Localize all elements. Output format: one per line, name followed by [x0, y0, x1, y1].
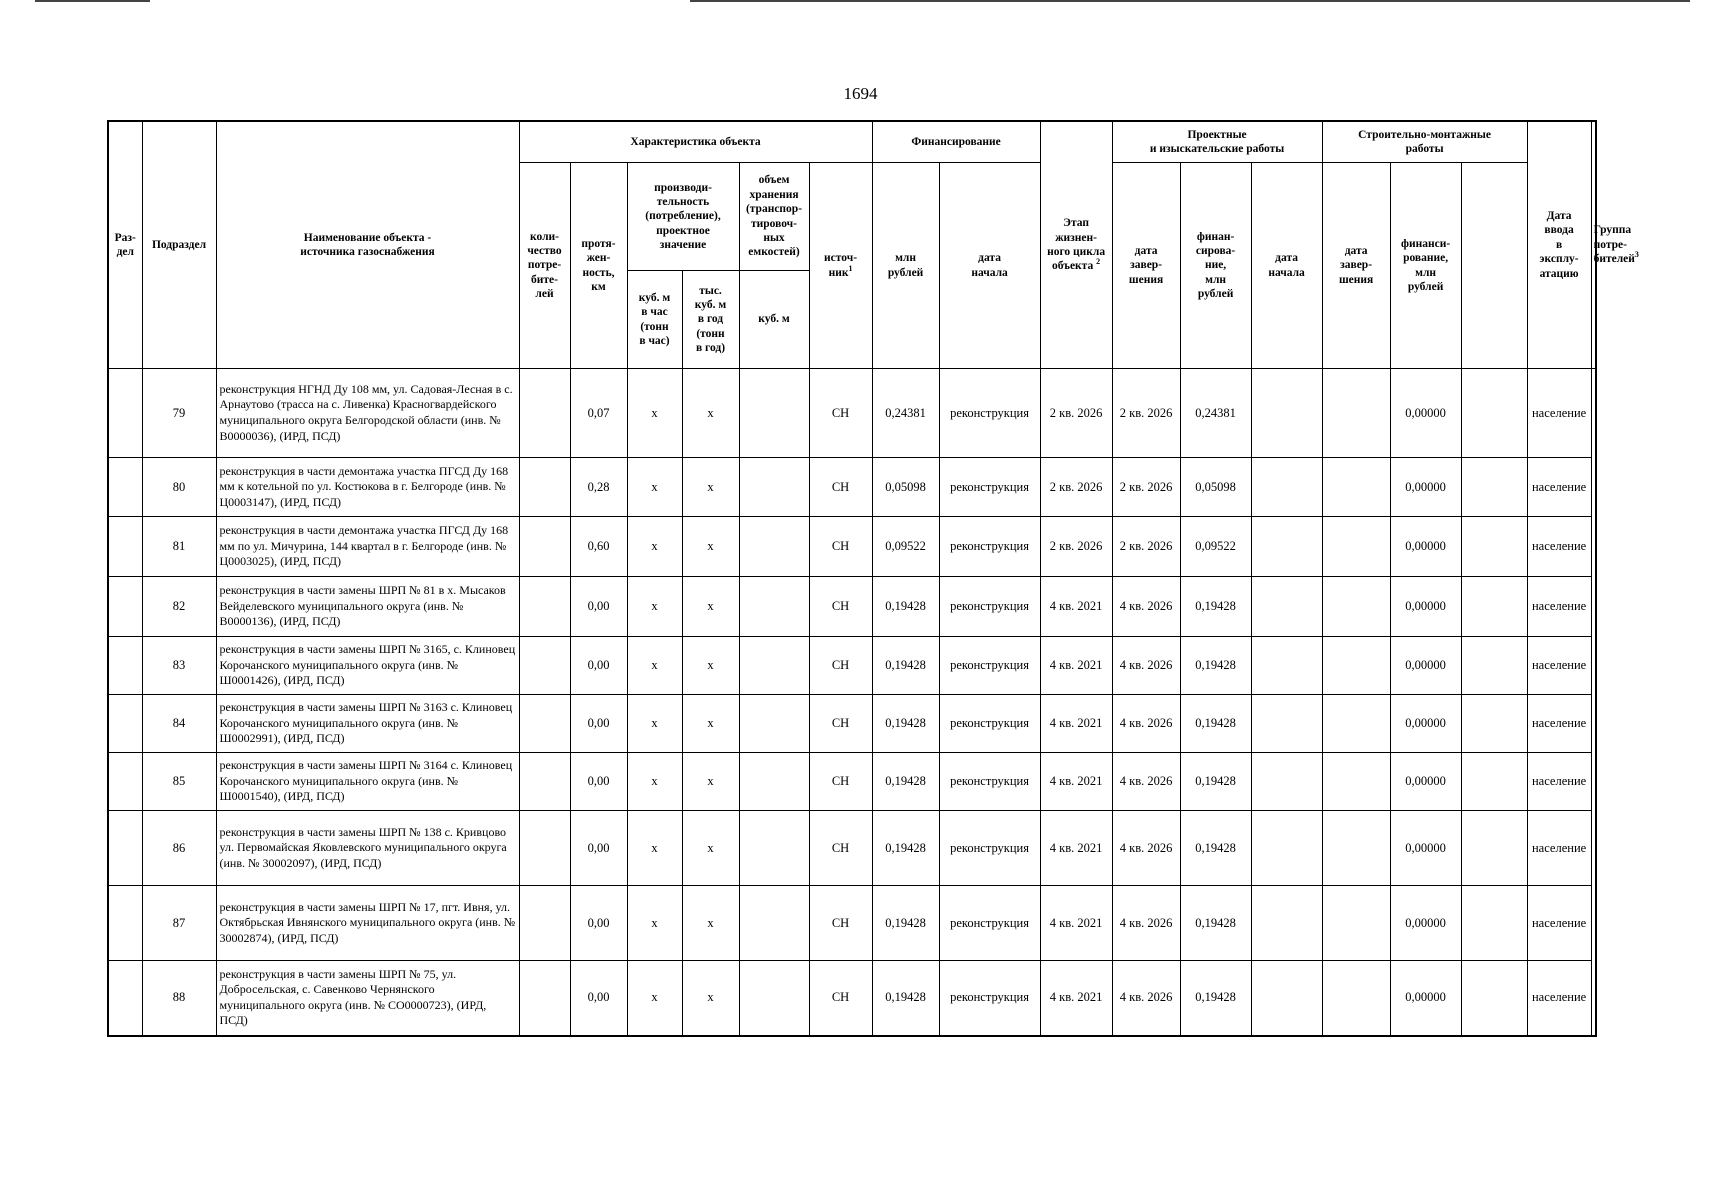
header-mln-rub: млн рублей [872, 163, 939, 369]
cell-consumer-group: население [1527, 517, 1591, 577]
cell-commissioning-date [1461, 753, 1527, 811]
cell-consumers-count [519, 886, 570, 961]
scan-edge-line-right [690, 0, 1690, 2]
cell-razdel [108, 695, 142, 753]
cell-source: СН [809, 369, 872, 458]
cell-consumer-group: население [1527, 577, 1591, 637]
scan-edge-line-left [35, 0, 150, 2]
cell-podrazdel: 85 [142, 753, 216, 811]
cell-construction-end [1322, 577, 1390, 637]
cell-podrazdel: 86 [142, 811, 216, 886]
header-consumer-group [1591, 121, 1639, 369]
cell-source: СН [809, 695, 872, 753]
cell-consumer-group: население [1527, 369, 1591, 458]
cell-construction-start [1251, 517, 1322, 577]
cell-life-stage: реконструкция [939, 695, 1040, 753]
table-header [108, 121, 1639, 369]
cell-per-year: х [682, 369, 739, 458]
cell-per-year: х [682, 695, 739, 753]
cell-per-hour: х [627, 517, 682, 577]
cell-razdel [108, 458, 142, 517]
cell-life-stage: реконструкция [939, 753, 1040, 811]
cell-per-hour: х [627, 753, 682, 811]
cell-construction-financing: 0,00000 [1390, 637, 1461, 695]
cell-storage [739, 517, 809, 577]
cell-razdel [108, 369, 142, 458]
header-financing: Финансирование [872, 121, 1040, 163]
header-life-stage-sup: 2 [1096, 257, 1101, 267]
cell-object-name: реконструкция в части замены ШРП № 3165, с. Клиновец Корочанского муниципального округа (инв. № Ш0001426), (ИРД, ПСД) [216, 637, 519, 695]
cell-design-start: 2 кв. 2026 [1040, 369, 1112, 458]
cell-source: СН [809, 637, 872, 695]
cell-mln-rub: 0,19428 [872, 753, 939, 811]
cell-design-end: 4 кв. 2026 [1112, 886, 1180, 961]
cell-mln-rub: 0,19428 [872, 811, 939, 886]
cell-mln-rub: 0,19428 [872, 577, 939, 637]
cell-length: 0,28 [570, 458, 627, 517]
cell-construction-start [1251, 811, 1322, 886]
header-construction-financing: финанси- рование, млн рублей [1390, 163, 1461, 369]
cell-consumer-group: население [1527, 458, 1591, 517]
cell-podrazdel: 79 [142, 369, 216, 458]
cell-construction-end [1322, 458, 1390, 517]
cell-design-end: 4 кв. 2026 [1112, 811, 1180, 886]
cell-design-start: 4 кв. 2021 [1040, 577, 1112, 637]
cell-design-start: 4 кв. 2021 [1040, 637, 1112, 695]
cell-life-stage: реконструкция [939, 961, 1040, 1036]
cell-commissioning-date [1461, 811, 1527, 886]
cell-commissioning-date [1461, 577, 1527, 637]
cell-construction-end [1322, 753, 1390, 811]
cell-consumer-group: население [1527, 637, 1591, 695]
cell-object-name: реконструкция в части демонтажа участка ПГСД Ду 168 мм по ул. Мичурина, 144 квартал в г. Белгороде (инв. № Ц0003025), (ИРД, ПСД) [216, 517, 519, 577]
cell-design-start: 4 кв. 2021 [1040, 753, 1112, 811]
cell-construction-end [1322, 637, 1390, 695]
cell-per-hour: х [627, 695, 682, 753]
cell-design-end: 2 кв. 2026 [1112, 369, 1180, 458]
cell-storage [739, 458, 809, 517]
cell-design-financing: 0,19428 [1180, 637, 1251, 695]
cell-per-year: х [682, 886, 739, 961]
cell-commissioning-date [1461, 637, 1527, 695]
cell-storage [739, 695, 809, 753]
cell-construction-end [1322, 961, 1390, 1036]
header-consumer-group-text: Группа потре- бителей [1593, 224, 1635, 266]
cell-podrazdel: 80 [142, 458, 216, 517]
cell-commissioning-date [1461, 961, 1527, 1036]
cell-commissioning-date [1461, 369, 1527, 458]
cell-consumers-count [519, 811, 570, 886]
cell-object-name: реконструкция НГНД Ду 108 мм, ул. Садовая-Лесная в с. Арнаутово (трасса на с. Ливенка) Красногвардейского муниципального округа Белгородской области (инв. № В0000036), (ИРД, ПСД) [216, 369, 519, 458]
cell-object-name: реконструкция в части замены ШРП № 75, ул. Добросельская, с. Савенково Чернянского муниципального округа (инв. № СО0000723), (ИРД, ПСД) [216, 961, 519, 1036]
table-row [108, 811, 1596, 886]
cell-source: СН [809, 577, 872, 637]
cell-construction-start [1251, 369, 1322, 458]
table-row [108, 577, 1596, 637]
cell-mln-rub: 0,09522 [872, 517, 939, 577]
header-storage: объем хранения (транспор- тировоч- ных емкостей) [739, 163, 809, 271]
cell-commissioning-date [1461, 458, 1527, 517]
cell-source: СН [809, 886, 872, 961]
header-consumers-count: коли- чество потре- бите- лей [519, 163, 570, 369]
cell-construction-financing: 0,00000 [1390, 577, 1461, 637]
cell-life-stage: реконструкция [939, 517, 1040, 577]
cell-per-year: х [682, 811, 739, 886]
cell-construction-start [1251, 886, 1322, 961]
cell-per-hour: х [627, 577, 682, 637]
cell-design-end: 4 кв. 2026 [1112, 961, 1180, 1036]
cell-length: 0,00 [570, 695, 627, 753]
page-number: 1694 [843, 84, 878, 103]
header-life-stage [1040, 121, 1112, 369]
cell-construction-financing: 0,00000 [1390, 811, 1461, 886]
cell-design-financing: 0,24381 [1180, 369, 1251, 458]
cell-consumers-count [519, 637, 570, 695]
cell-storage [739, 886, 809, 961]
cell-podrazdel: 88 [142, 961, 216, 1036]
cell-per-hour: х [627, 811, 682, 886]
cell-length: 0,00 [570, 811, 627, 886]
cell-consumers-count [519, 753, 570, 811]
cell-consumers-count [519, 961, 570, 1036]
cell-consumer-group: население [1527, 961, 1591, 1036]
cell-consumer-group: население [1527, 753, 1591, 811]
cell-mln-rub: 0,19428 [872, 695, 939, 753]
cell-per-year: х [682, 961, 739, 1036]
cell-razdel [108, 811, 142, 886]
cell-storage [739, 577, 809, 637]
cell-mln-rub: 0,05098 [872, 458, 939, 517]
cell-life-stage: реконструкция [939, 369, 1040, 458]
table-body [108, 369, 1596, 1036]
header-capacity: производи- тельность (потребление), проектное значение [627, 163, 739, 271]
gas-objects-table [107, 120, 1639, 1037]
cell-length: 0,00 [570, 886, 627, 961]
cell-consumers-count [519, 517, 570, 577]
table-row [108, 886, 1596, 961]
cell-per-year: х [682, 458, 739, 517]
header-per-hour: куб. м в час (тонн в час) [627, 271, 682, 369]
cell-construction-start [1251, 637, 1322, 695]
cell-mln-rub: 0,19428 [872, 886, 939, 961]
cell-storage [739, 637, 809, 695]
table-row [108, 695, 1596, 753]
cell-consumer-group: население [1527, 886, 1591, 961]
cell-design-financing: 0,19428 [1180, 886, 1251, 961]
cell-razdel [108, 517, 142, 577]
cell-length: 0,00 [570, 961, 627, 1036]
cell-length: 0,00 [570, 577, 627, 637]
cell-razdel [108, 961, 142, 1036]
cell-consumers-count [519, 369, 570, 458]
cell-life-stage: реконструкция [939, 637, 1040, 695]
cell-life-stage: реконструкция [939, 886, 1040, 961]
cell-length: 0,00 [570, 753, 627, 811]
cell-source: СН [809, 961, 872, 1036]
cell-per-hour: х [627, 369, 682, 458]
table-row [108, 961, 1596, 1036]
cell-podrazdel: 83 [142, 637, 216, 695]
cell-design-financing: 0,05098 [1180, 458, 1251, 517]
cell-mln-rub: 0,24381 [872, 369, 939, 458]
cell-design-start: 4 кв. 2021 [1040, 886, 1112, 961]
cell-construction-start [1251, 577, 1322, 637]
cell-source: СН [809, 458, 872, 517]
cell-commissioning-date [1461, 886, 1527, 961]
cell-per-year: х [682, 637, 739, 695]
header-object-name: Наименование объекта - источника газоснабжения [216, 121, 519, 369]
header-design-start: дата начала [939, 163, 1040, 369]
cell-design-end: 2 кв. 2026 [1112, 517, 1180, 577]
header-construction-end: дата завер- шения [1322, 163, 1390, 369]
cell-construction-financing: 0,00000 [1390, 753, 1461, 811]
cell-podrazdel: 84 [142, 695, 216, 753]
cell-source: СН [809, 753, 872, 811]
cell-construction-financing: 0,00000 [1390, 886, 1461, 961]
cell-length: 0,00 [570, 637, 627, 695]
cell-razdel [108, 753, 142, 811]
cell-design-end: 4 кв. 2026 [1112, 753, 1180, 811]
cell-object-name: реконструкция в части демонтажа участка ПГСД Ду 168 мм к котельной по ул. Костюкова в г. Белгороде (инв. № Ц0003147), (ИРД, ПСД) [216, 458, 519, 517]
cell-design-start: 2 кв. 2026 [1040, 458, 1112, 517]
cell-consumer-group: население [1527, 811, 1591, 886]
table-row [108, 637, 1596, 695]
cell-construction-end [1322, 886, 1390, 961]
cell-consumers-count [519, 458, 570, 517]
cell-length: 0,60 [570, 517, 627, 577]
cell-construction-financing: 0,00000 [1390, 458, 1461, 517]
cell-per-year: х [682, 753, 739, 811]
cell-source: СН [809, 811, 872, 886]
header-source-sup: 1 [848, 263, 853, 273]
cell-per-hour: х [627, 961, 682, 1036]
header-commissioning-date: Дата ввода в эксплу- атацию [1527, 121, 1591, 369]
cell-design-financing: 0,19428 [1180, 811, 1251, 886]
header-length: протя- жен- ность, км [570, 163, 627, 369]
cell-storage [739, 811, 809, 886]
table-row [108, 753, 1596, 811]
header-per-year: тыс. куб. м в год (тонн в год) [682, 271, 739, 369]
cell-construction-end [1322, 369, 1390, 458]
cell-mln-rub: 0,19428 [872, 637, 939, 695]
cell-construction-start [1251, 458, 1322, 517]
cell-consumers-count [519, 577, 570, 637]
cell-construction-start [1251, 961, 1322, 1036]
cell-storage [739, 369, 809, 458]
cell-source: СН [809, 517, 872, 577]
cell-per-year: х [682, 517, 739, 577]
header-design-works: Проектные и изыскательские работы [1112, 121, 1322, 163]
cell-storage [739, 753, 809, 811]
cell-construction-financing: 0,00000 [1390, 961, 1461, 1036]
cell-construction-end [1322, 811, 1390, 886]
cell-object-name: реконструкция в части замены ШРП № 17, пгт. Ивня, ул. Октябрьская Ивнянского муниципального округа (инв. № 30002874), (ИРД, ПСД) [216, 886, 519, 961]
cell-object-name: реконструкция в части замены ШРП № 3163 с. Клиновец Корочанского муниципального округа (инв. № Ш0002991), (ИРД, ПСД) [216, 695, 519, 753]
cell-design-end: 4 кв. 2026 [1112, 577, 1180, 637]
table-row [108, 458, 1596, 517]
header-storage-unit: куб. м [739, 271, 809, 369]
cell-construction-financing: 0,00000 [1390, 369, 1461, 458]
cell-design-start: 2 кв. 2026 [1040, 517, 1112, 577]
cell-construction-start [1251, 753, 1322, 811]
cell-construction-end [1322, 695, 1390, 753]
cell-object-name: реконструкция в части замены ШРП № 81 в х. Мысаков Вейделевского муниципального округа (инв. № В0000136), (ИРД, ПСД) [216, 577, 519, 637]
header-razdel: Раз- дел [108, 121, 142, 369]
cell-per-hour: х [627, 458, 682, 517]
cell-design-financing: 0,19428 [1180, 577, 1251, 637]
cell-commissioning-date [1461, 517, 1527, 577]
header-consumer-group-sup: 3 [1634, 250, 1639, 260]
cell-life-stage: реконструкция [939, 811, 1040, 886]
header-design-end: дата завер- шения [1112, 163, 1180, 369]
cell-consumer-group: население [1527, 695, 1591, 753]
header-construction-works: Строительно-монтажные работы [1322, 121, 1527, 163]
cell-life-stage: реконструкция [939, 458, 1040, 517]
cell-design-end: 2 кв. 2026 [1112, 458, 1180, 517]
cell-design-start: 4 кв. 2021 [1040, 811, 1112, 886]
cell-per-hour: х [627, 886, 682, 961]
cell-design-end: 4 кв. 2026 [1112, 695, 1180, 753]
cell-life-stage: реконструкция [939, 577, 1040, 637]
cell-design-start: 4 кв. 2021 [1040, 961, 1112, 1036]
cell-construction-financing: 0,00000 [1390, 695, 1461, 753]
table-row [108, 517, 1596, 577]
cell-mln-rub: 0,19428 [872, 961, 939, 1036]
cell-razdel [108, 886, 142, 961]
cell-storage [739, 961, 809, 1036]
cell-design-financing: 0,19428 [1180, 753, 1251, 811]
cell-podrazdel: 87 [142, 886, 216, 961]
header-source-text: источ- ник [824, 252, 858, 279]
cell-commissioning-date [1461, 695, 1527, 753]
cell-razdel [108, 577, 142, 637]
cell-object-name: реконструкция в части замены ШРП № 3164 с. Клиновец Корочанского муниципального округа (инв. № Ш0001540), (ИРД, ПСД) [216, 753, 519, 811]
cell-design-financing: 0,19428 [1180, 695, 1251, 753]
cell-razdel [108, 637, 142, 695]
table-row [108, 369, 1596, 458]
cell-construction-start [1251, 695, 1322, 753]
cell-construction-end [1322, 517, 1390, 577]
header-life-stage-text: Этап жизнен- ного цикла объекта [1047, 217, 1106, 273]
cell-per-year: х [682, 577, 739, 637]
cell-design-start: 4 кв. 2021 [1040, 695, 1112, 753]
cell-construction-financing: 0,00000 [1390, 517, 1461, 577]
cell-length: 0,07 [570, 369, 627, 458]
cell-design-financing: 0,19428 [1180, 961, 1251, 1036]
cell-object-name: реконструкция в части замены ШРП № 138 с. Кривцово ул. Первомайская Яковлевского муниципального округа (инв. № 30002097), (ИРД, ПСД) [216, 811, 519, 886]
header-design-financing: финан- сирова- ние, млн рублей [1180, 163, 1251, 369]
header-characteristics: Характеристика объекта [519, 121, 872, 163]
cell-design-financing: 0,09522 [1180, 517, 1251, 577]
cell-consumers-count [519, 695, 570, 753]
header-podrazdel: Подраздел [142, 121, 216, 369]
cell-design-end: 4 кв. 2026 [1112, 637, 1180, 695]
header-source [809, 163, 872, 369]
header-construction-start: дата начала [1251, 163, 1322, 369]
cell-podrazdel: 81 [142, 517, 216, 577]
cell-podrazdel: 82 [142, 577, 216, 637]
cell-per-hour: х [627, 637, 682, 695]
